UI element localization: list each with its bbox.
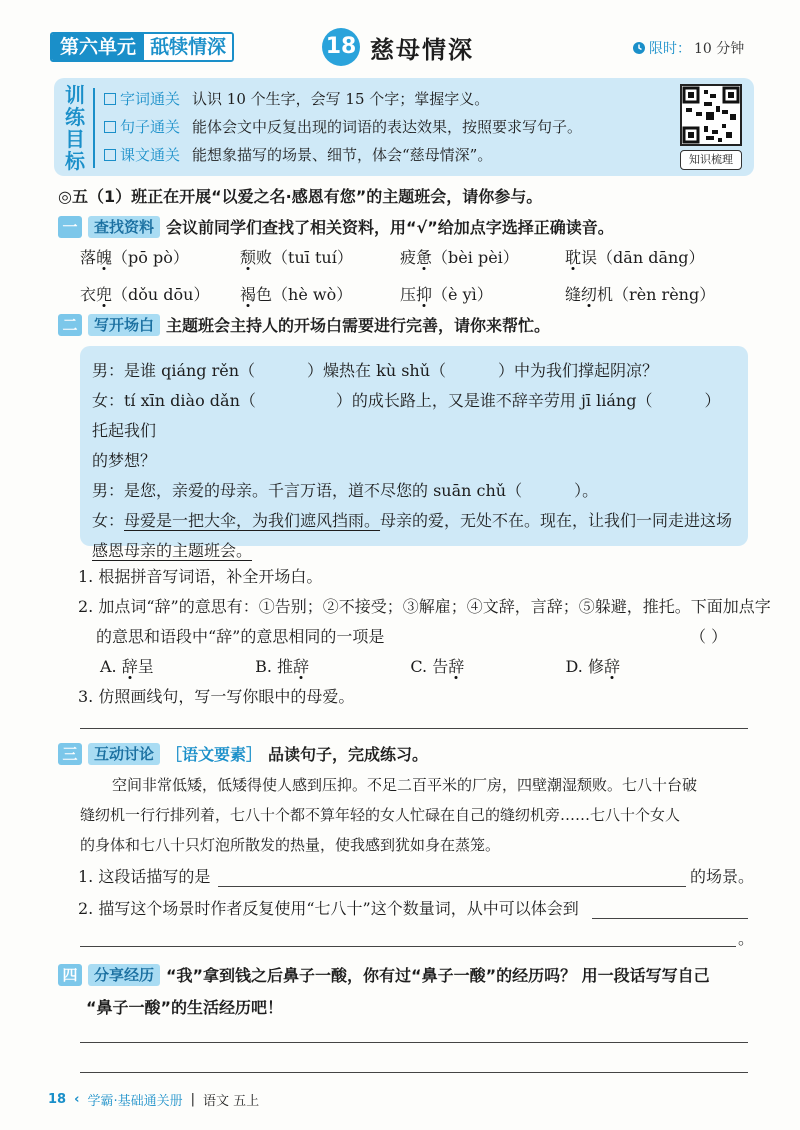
option-a[interactable]: A. 辞呈 [100, 657, 154, 676]
section-number: 二 [58, 314, 82, 336]
lesson-title: 慈母情深 [370, 36, 474, 64]
pinyin-grid [80, 245, 720, 305]
answer-line[interactable] [218, 886, 686, 887]
passage-line: 缝纫机一行行排列着，七八十个都不算年轻的女人忙碌在自己的缝纫机旁……七八十个女人 [80, 806, 681, 824]
dialog-line: 感恩母亲的主题班会。 [92, 541, 253, 560]
page-number: 18 [48, 1092, 67, 1107]
option-c[interactable]: C. 告辞 [410, 657, 465, 676]
arrow-left-icon: ‹ [74, 1092, 80, 1107]
option-d[interactable]: D. 修辞 [565, 657, 620, 676]
dialog-box [80, 346, 748, 560]
objectives-divider [93, 88, 95, 168]
section-tag: 写开场白 [88, 314, 160, 336]
section-1-header [58, 215, 614, 238]
pinyin-item: 压抑（è yì） [400, 285, 493, 304]
answer-line[interactable] [592, 918, 748, 919]
side-char: 目 [65, 127, 85, 151]
pinyin-item: 衣兜（dǒu dōu） [80, 285, 210, 304]
intro-text: ◎五（1）班正在开展“以爱之名·感恩有您”的主题班会，请你参与。 [58, 187, 543, 206]
section-instruction: 品读句子，完成练习。 [268, 745, 429, 764]
question-text: 3. 仿照画线句，写一写你眼中的母爱。 [78, 687, 355, 706]
answer-line[interactable] [80, 1072, 748, 1073]
section-instruction: “我”拿到钱之后鼻子一酸，你有过“鼻子一酸”的经历吗？ 用一段话写写自己 [166, 966, 710, 985]
section-instruction: 会议前同学们查找了相关资料，用“√”给加点字选择正确读音。 [166, 218, 614, 237]
book-title: 学霸·基础通关册 [87, 1094, 183, 1109]
section-bracket-tag: ［语文要素］ [166, 745, 263, 764]
footer [48, 1090, 259, 1109]
unit-label: 第六单元 [52, 34, 144, 60]
section-tag: 互动讨论 [88, 743, 160, 765]
side-char: 练 [65, 105, 85, 129]
option-b[interactable]: B. 推辞 [255, 657, 310, 676]
lesson-number: 18 [322, 28, 360, 66]
passage-line: 空间非常低矮，低矮得使人感到压抑。不足二百平米的厂房，四壁潮湿颓败。七八十台破 [112, 776, 698, 794]
objective-label: 字词通关 [120, 90, 181, 108]
question-end: 。 [738, 929, 755, 948]
answer-line[interactable] [80, 1042, 748, 1043]
question-text: 的意思和语段中“辞”的意思相同的一项是 [96, 627, 385, 646]
section-tag: 分享经历 [88, 964, 160, 986]
question-text: 2. 描写这个场景时作者反复使用“七八十”这个数量词，从中可以体会到 [78, 899, 579, 918]
pinyin-item: 缝纫机（rèn rèng） [565, 285, 716, 304]
objective-text: 能体会文中反复出现的词语的表达效果，按照要求写句子。 [192, 118, 583, 136]
section-4-header [58, 963, 710, 986]
footer-subject: 语文 五上 [202, 1094, 260, 1109]
qr-code-icon[interactable] [680, 84, 742, 146]
answer-line[interactable] [80, 946, 736, 947]
time-limit [632, 38, 744, 58]
checkbox-icon[interactable] [104, 121, 116, 133]
pinyin-item: 疲惫（bèi pèi） [400, 248, 519, 267]
qr-label: 知识梳理 [680, 150, 742, 170]
objective-text: 认识 10 个生字，会写 15 个字；掌握字义。 [192, 90, 490, 108]
side-char: 标 [65, 149, 85, 173]
underlined-sentence: 母爱是一把大伞，为我们遮风挡雨。 [124, 511, 381, 530]
dialog-line: 女：tí xīn diào dǎn（ ）的成长路上，又是谁不辞辛劳用 jī liáng（ ）托起我们 [92, 391, 721, 440]
checkbox-icon[interactable] [104, 93, 116, 105]
pinyin-item: 耽误（dān dāng） [565, 248, 705, 267]
dialog-line: 男：是您，亲爱的母亲。千言万语，道不尽您的 suān chǔ（ ）。 [92, 481, 599, 500]
section-number: 三 [58, 743, 82, 765]
section-instruction-cont: “鼻子一酸”的生活经历吧！ [86, 998, 284, 1017]
section-3-header [58, 742, 428, 765]
checkbox-icon[interactable] [104, 149, 116, 161]
section-number: 一 [58, 216, 82, 238]
time-limit-label: 限时： [649, 41, 691, 57]
question-text: 1. 这段话描写的是 [78, 867, 211, 886]
pinyin-item: 落魄（pō pò） [80, 248, 189, 267]
section-tag: 查找资料 [88, 216, 160, 238]
objective-text: 能想象描写的场景、细节，体会“慈母情深”。 [192, 146, 493, 164]
question-text: 2. 加点词“辞”的意思有：①告别；②不接受；③解雇；④文辞，言辞；⑤躲避，推托。下面加点字 [78, 597, 771, 616]
objective-label: 句子通关 [120, 118, 181, 136]
answer-paren[interactable]: （ ） [690, 627, 728, 646]
dialog-line: 女：母爱是一把大伞，为我们遮风挡雨。母亲的爱，无处不在。现在，让我们一同走进这场 [92, 511, 733, 530]
clock-icon [632, 41, 646, 55]
question-text: 的场景。 [690, 867, 755, 886]
pinyin-item: 颓败（tuī tuí） [240, 248, 353, 267]
passage-line: 的身体和七八十只灯泡所散发的热量，使我感到犹如身在蒸笼。 [80, 836, 501, 854]
side-char: 训 [65, 83, 85, 107]
dialog-line: 男：是谁 qiáng rěn（ ）燥热在 kù shǔ（ ）中为我们撑起阴凉？ [92, 361, 659, 380]
dialog-line: 的梦想？ [92, 451, 157, 470]
section-2-header [58, 313, 550, 336]
objective-label: 课文通关 [120, 146, 181, 164]
section-number: 四 [58, 964, 82, 986]
unit-tag [50, 32, 234, 62]
options-row [100, 652, 620, 682]
question-text: 1. 根据拼音写词语，补全开场白。 [78, 567, 323, 586]
time-limit-value: 10 分钟 [694, 41, 745, 57]
answer-line[interactable] [80, 728, 748, 729]
objective-row [104, 144, 492, 165]
section-instruction: 主题班会主持人的开场白需要进行完善，请你来帮忙。 [166, 316, 551, 335]
objectives-side-label [62, 84, 88, 172]
unit-theme: 舐犊情深 [144, 34, 232, 60]
objective-row [104, 116, 582, 137]
objective-row [104, 88, 489, 109]
pinyin-item: 褐色（hè wò） [240, 285, 353, 304]
footer-separator: | [190, 1092, 195, 1107]
